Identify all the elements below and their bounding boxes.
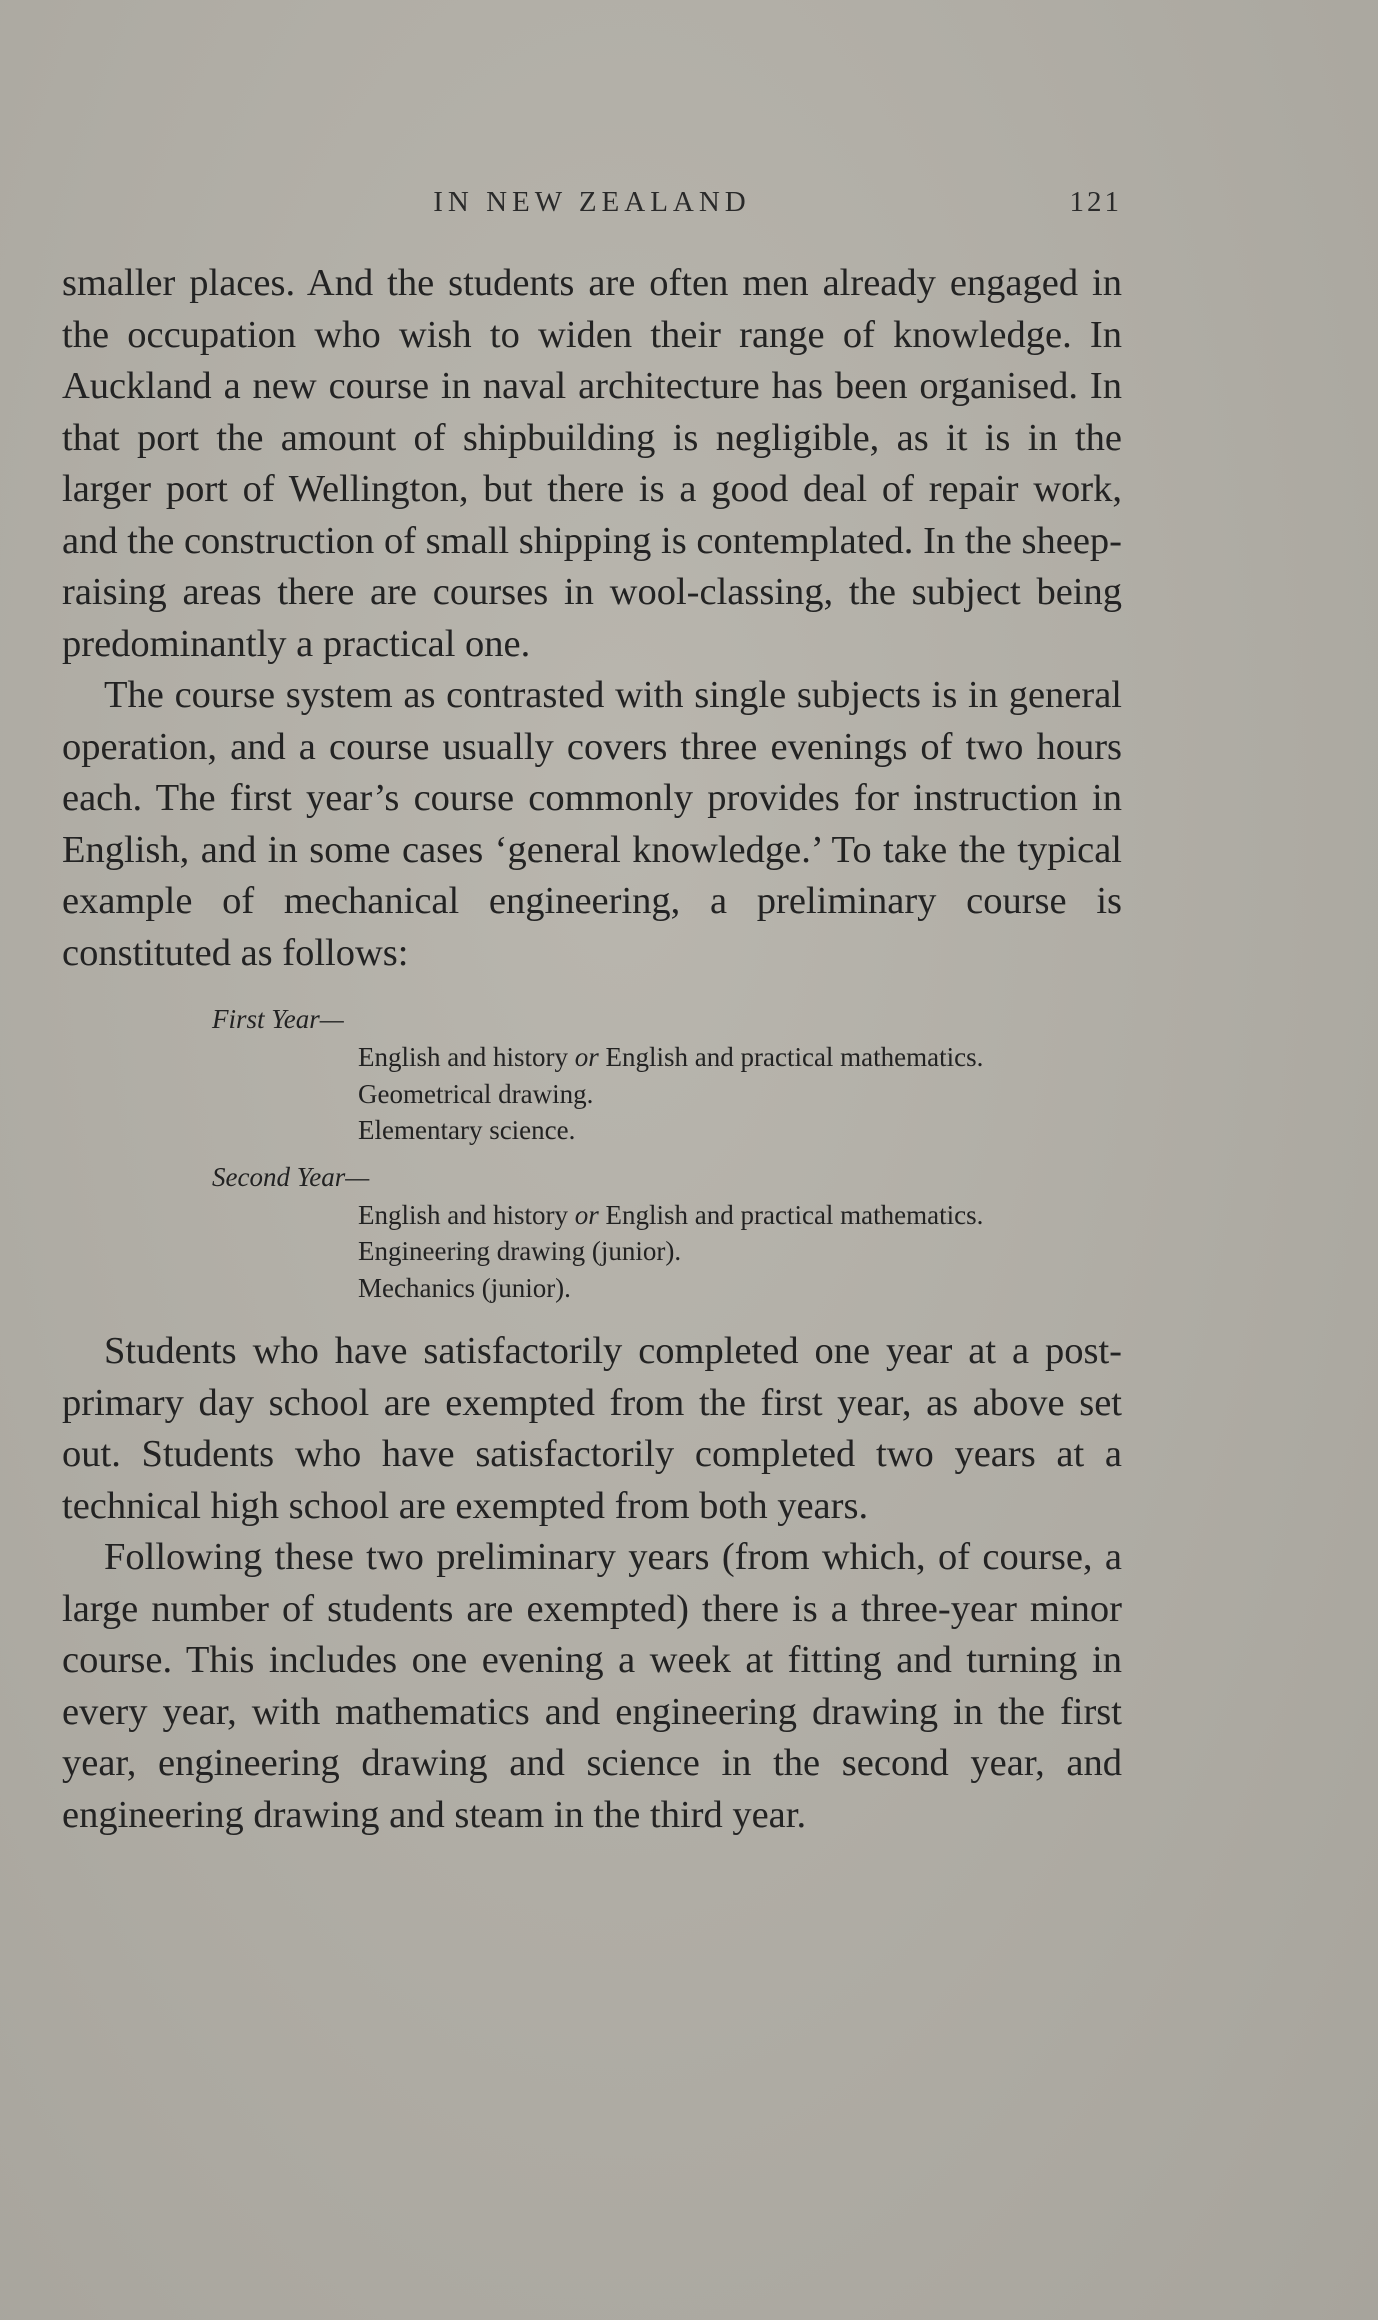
second-year-item-2: Engineering drawing (junior). <box>358 1236 682 1266</box>
course-syllabus <box>212 1001 1122 1306</box>
paragraph-1: smaller places. And the students are often men already engaged in the occupation who wish to widen their range of knowledge. In Auckland a new course in naval architecture has been organised. In that port the amount of shipbuilding is negligible, as it is in the larger port of Wellington, but there is a good deal of repair work, and the construction of small shipping is contemplated. In the sheep-raising areas there are courses in wool-classing, the subject being predominantly a practical one. <box>62 262 1122 665</box>
first-year-item-3: Elementary science. <box>358 1115 576 1145</box>
first-year-item-1-a: English and history <box>358 1042 575 1072</box>
second-year-item-1-conjunction: or <box>574 1199 599 1230</box>
body-text <box>62 258 1122 1841</box>
first-year-item-2: Geometrical drawing. <box>358 1078 594 1109</box>
first-year-item-1 <box>358 1039 1122 1076</box>
second-year-item-1-a: English and history <box>358 1199 575 1230</box>
first-year-item-1-b: English and practical mathematics. <box>598 1042 984 1072</box>
second-year-heading: Second Year— <box>212 1161 370 1192</box>
running-head <box>62 180 1122 230</box>
running-title: IN NEW ZEALAND <box>433 186 751 218</box>
second-year-item-1-b: English and practical mathematics. <box>598 1199 984 1230</box>
second-year-item-3: Mechanics (junior). <box>358 1272 571 1303</box>
page-number: 121 <box>1069 186 1122 218</box>
paragraph-3: Students who have satisfactorily completed one year at a post-primary day school are exempted from the first year, as above set out. Students who have satisfactorily completed two years at a technical high school are exempted from both years. <box>62 1330 1122 1527</box>
paragraph-2: The course system as contrasted with single subjects is in general operation, and a course usually covers three evenings of two hours each. The first year’s course commonly provides for instruction in English, and in some cases ‘general knowledge.’ To take the typical example of mechanical engineering, a preliminary course is constituted as follows: <box>62 674 1122 974</box>
first-year-heading: First Year— <box>212 1004 344 1034</box>
paragraph-4: Following these two preliminary years (from which, of course, a large number of students are exempted) there is a three-year minor course. This includes one evening a week at fitting and turning in every year, with mathematics and engineering drawing in the first year, engineering drawing and science in the second year, and engineering drawing and steam in the third year. <box>62 1536 1122 1836</box>
second-year-item-1 <box>358 1197 1122 1234</box>
second-year-list <box>358 1197 1122 1307</box>
first-year-list <box>358 1039 1122 1149</box>
first-year-item-1-conjunction: or <box>574 1042 599 1072</box>
